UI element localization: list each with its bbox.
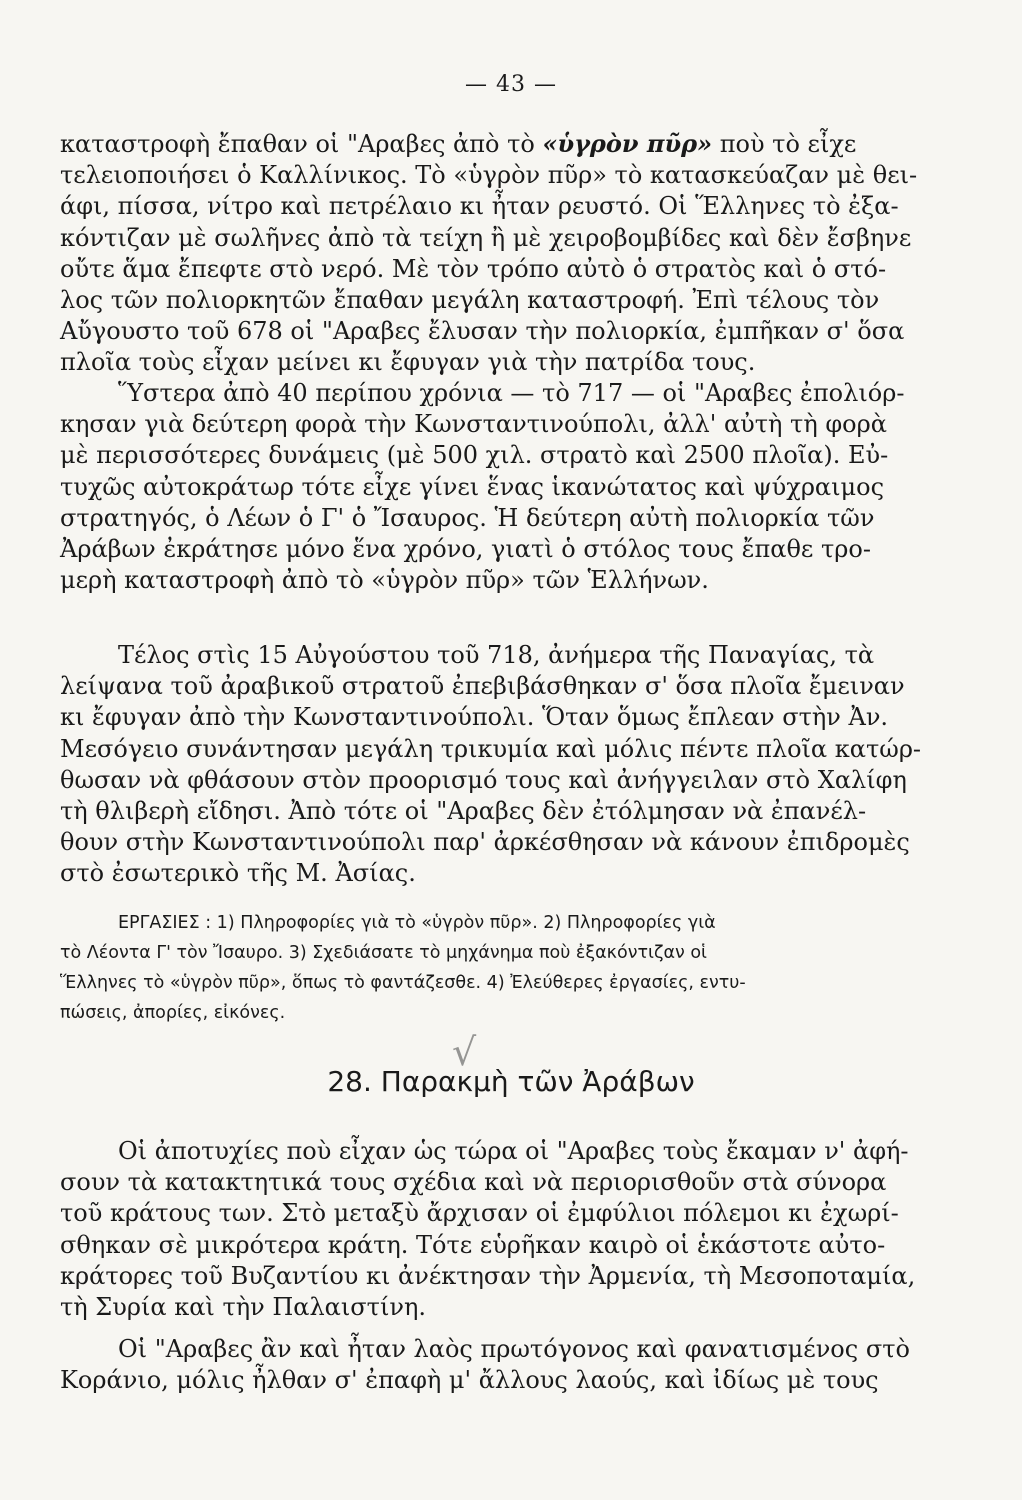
text-line: τὸ Λέοντα Γ' τὸν Ἴσαυρο. 3) Σχεδιάσατε τὸ μηχάνημα ποὺ ἐξακόντιζαν οἱ — [60, 943, 707, 963]
text-line: Αὔγουστο τοῦ 678 οἱ "Αραβες ἔλυσαν τὴν πολιορκία, ἐμπῆκαν σ' ὅσα — [60, 317, 905, 346]
text-line: Ἕλληνες τὸ «ὑγρὸν πῦρ», ὅπως τὸ φαντάζεσθε. 4) Ἐλεύθερες ἐργασίες, εντυ- — [60, 973, 746, 993]
text-line: καταστροφὴ ἔπαθαν οἱ "Αραβες ἀπὸ τὸ «ὑγρὸν πῦρ» ποὺ τὸ εἶχε — [60, 129, 857, 158]
text-line: κι ἔφυγαν ἀπὸ τὴν Κωνσταντινούπολι. Ὅταν ὅμως ἔπλεαν στὴν Ἀν. — [60, 703, 889, 732]
text-line: θουν στὴν Κωνσταντινούπολι παρ' ἀρκέσθησαν νὰ κάνουν ἐπιδρομὲς — [60, 828, 910, 857]
text-line: σθηκαν σὲ μικρότερα κράτη. Τότε εὑρῆκαν καιρὸ οἱ ἑκάστοτε αὐτο- — [60, 1230, 886, 1259]
page-number: — 43 — — [465, 72, 557, 97]
text-line: λείψανα τοῦ ἀραβικοῦ στρατοῦ ἐπεβιβάσθηκαν σ' ὅσα πλοῖα ἔμειναν — [60, 672, 905, 701]
text-line: οὔτε ἅμα ἔπεφτε στὸ νερό. Μὲ τὸν τρόπο αὐτὸ ὁ στρατὸς καὶ ὁ στό- — [60, 254, 887, 283]
section-heading: 28. Παρακμὴ τῶν Ἀράβων — [327, 1065, 695, 1098]
text-line: κησαν γιὰ δεύτερη φορὰ τὴν Κωνσταντινούπολι, ἀλλ' αὐτὴ τὴ φορὰ — [60, 410, 887, 439]
handwritten-check-mark: √ — [452, 1030, 477, 1074]
paragraph-4 — [60, 1136, 940, 1323]
text-line: τυχῶς αὐτοκράτωρ τότε εἶχε γίνει ἕνας ἱκανώτατος καὶ ψύχραιμος — [60, 472, 885, 501]
paragraph-5 — [60, 1334, 940, 1396]
text-line: ΕΡΓΑΣΙΕΣ : 1) Πληροφορίες γιὰ τὸ «ὑγρὸν πῦρ». 2) Πληροφορίες γιὰ — [118, 913, 716, 933]
text-line: Ὕστερα ἀπὸ 40 περίπου χρόνια — τὸ 717 — οἱ "Αραβες ἐπολιόρ- — [118, 379, 905, 407]
text-line: Ἀράβων ἐκράτησε μόνο ἕνα χρόνο, γιατὶ ὁ στόλος τους ἔπαθε τρο- — [60, 535, 871, 564]
text-line: μερὴ καταστροφὴ ἀπὸ τὸ «ὑγρὸν πῦρ» τῶν Ἑλλήνων. — [60, 566, 709, 595]
text-line: Οἱ "Αραβες ἂν καὶ ἦταν λαὸς πρωτόγονος καὶ φανατισμένος στὸ — [118, 1335, 910, 1363]
tasks-block — [60, 908, 940, 1028]
text-line: Κοράνιο, μόλις ἦλθαν σ' ἐπαφὴ μ' ἄλλους λαούς, καὶ ἰδίως μὲ τους — [60, 1366, 879, 1395]
text-line: θωσαν νὰ φθάσουν στὸν προορισμό τους καὶ ἀνήγγειλαν στὸ Χαλίφη — [60, 765, 907, 794]
text-line: κόντιζαν μὲ σωλῆνες ἀπὸ τὰ τείχη ἢ μὲ χειροβομβίδες καὶ δὲν ἔσβηνε — [60, 223, 912, 252]
text-line: σουν τὰ κατακτητικά τους σχέδια καὶ νὰ περιορισθοῦν στὰ σύνορα — [60, 1168, 887, 1197]
text-line: τοῦ κράτους των. Στὸ μεταξὺ ἄρχισαν οἱ ἐμφύλιοι πόλεμοι κι ἐχωρί- — [60, 1199, 899, 1228]
text-line: πλοῖα τοὺς εἶχαν μείνει κι ἔφυγαν γιὰ τὴν πατρίδα τους. — [60, 348, 756, 377]
emphasized-term: «ὑγρὸν πῦρ» — [542, 129, 713, 158]
text-line: λος τῶν πολιορκητῶν ἔπαθαν μεγάλη καταστροφή. Ἐπὶ τέλους τὸν — [60, 286, 880, 315]
text-line: τὴ Συρία καὶ τὴν Παλαιστίνη. — [60, 1293, 426, 1322]
text-line: στὸ ἐσωτερικὸ τῆς Μ. Ἀσίας. — [60, 859, 416, 888]
text-line: τελειοποιήσει ὁ Καλλίνικος. Τὸ «ὑγρὸν πῦρ» τὸ κατασκεύαζαν μὲ θει- — [60, 161, 918, 190]
text-line: Μεσόγειο συνάντησαν μεγάλη τρικυμία καὶ μόλις πέντε πλοῖα κατώρ- — [60, 734, 922, 763]
text-line: πώσεις, ἀπορίες, εἰκόνες. — [60, 1003, 286, 1023]
text-line: κράτορες τοῦ Βυζαντίου κι ἀνέκτησαν τὴν Ἀρμενία, τὴ Μεσοποταμία, — [60, 1261, 916, 1290]
text-line: μὲ περισσότερες δυνάμεις (μὲ 500 χιλ. στρατὸ καὶ 2500 πλοῖα). Εὐ- — [60, 441, 889, 470]
paragraph-3 — [60, 640, 940, 890]
paragraph-2 — [60, 378, 940, 596]
text-line: στρατηγός, ὁ Λέων ὁ Γ' ὁ Ἴσαυρος. Ἡ δεύτερη αὐτὴ πολιορκία τῶν — [60, 503, 875, 532]
paragraph-1 — [60, 128, 940, 379]
text-line: Τέλος στὶς 15 Αὐγούστου τοῦ 718, ἀνήμερα τῆς Παναγίας, τὰ — [118, 641, 875, 669]
text-line: Οἱ ἀποτυχίες ποὺ εἶχαν ὡς τώρα οἱ "Αραβες τοὺς ἔκαμαν ν' ἀφή- — [118, 1137, 909, 1165]
text-line: άφι, πίσσα, νίτρο καὶ πετρέλαιο κι ἦταν ρευστό. Οἱ Ἕλληνες τὸ ἐξα- — [60, 192, 899, 221]
text-line: τὴ θλιβερὴ εἴδησι. Ἀπὸ τότε οἱ "Αραβες δὲν ἐτόλμησαν νὰ ἐπανέλ- — [60, 797, 867, 826]
